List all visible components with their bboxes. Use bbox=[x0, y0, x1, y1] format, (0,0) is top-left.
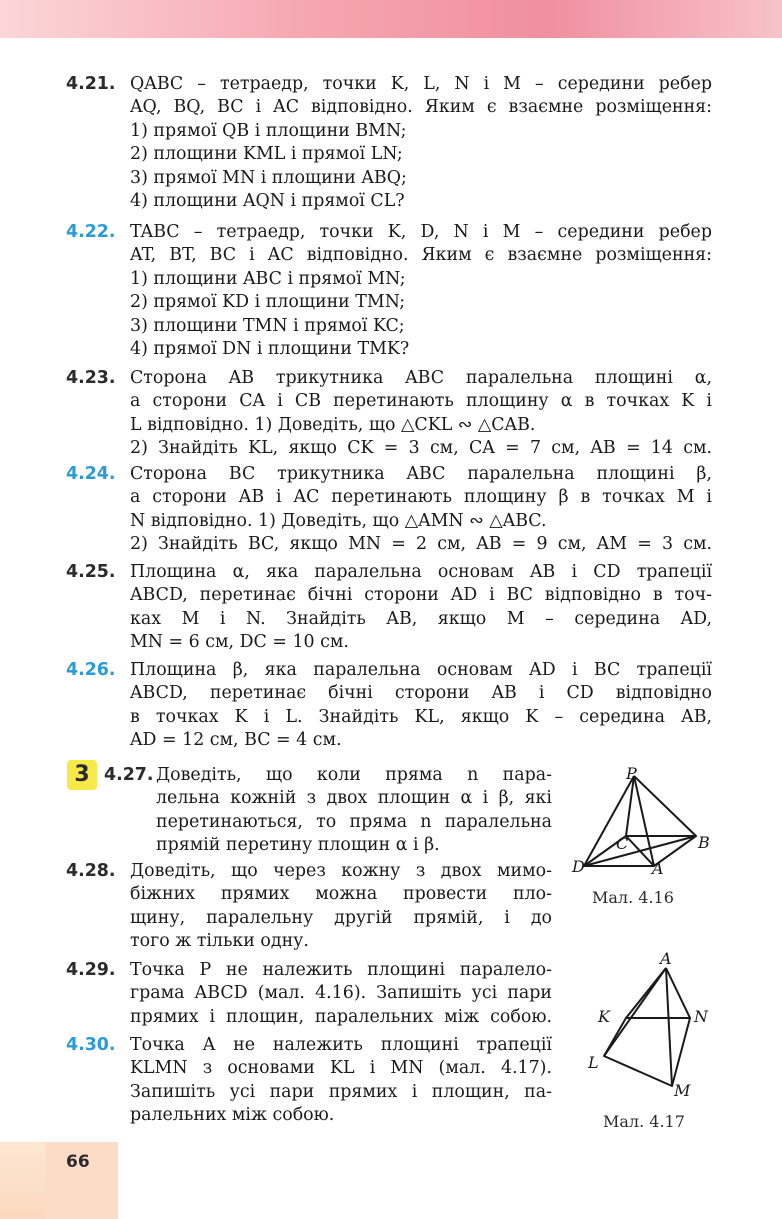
problem-line: AT, BT, BC і AC відповідно. Яким є взаємне розміщення: bbox=[130, 245, 712, 266]
problem-line: Площина α, яка паралельна основам AB і CD трапеції bbox=[130, 562, 712, 582]
problem-4-23 bbox=[66, 367, 712, 461]
problem-4-24 bbox=[66, 463, 712, 557]
problem-line: прямих і площин, паралельних між собою. bbox=[130, 1006, 552, 1027]
figure-4-17-caption: Мал. 4.17 bbox=[603, 1112, 685, 1131]
problem-4-27 bbox=[104, 764, 552, 858]
problem-line: MN = 6 см, DC = 10 см. bbox=[130, 632, 349, 653]
problem-number: 4.24. bbox=[66, 464, 116, 484]
problem-line: 4) прямої DN і площини TMK? bbox=[130, 339, 410, 360]
problem-line: 4) площини AQN і прямої CL? bbox=[130, 191, 405, 212]
problem-line: біжних прямих можна провести пло- bbox=[130, 884, 552, 905]
vertex-label-a: A bbox=[652, 859, 664, 876]
vertex-label-b: B bbox=[698, 833, 710, 852]
vertex-label-c: C bbox=[616, 834, 629, 853]
problem-line: AQ, BQ, BC і AC відповідно. Яким є взаємне розміщення: bbox=[130, 97, 712, 118]
vertex-label-m: M bbox=[674, 1081, 691, 1100]
problem-line: Точка P не належить площині паралело- bbox=[130, 960, 552, 980]
problem-line: L відповідно. 1) Доведіть, що △CKL ∾ △CAB. bbox=[130, 414, 536, 435]
problem-line: Сторона BC трикутника ABC паралельна площині β, bbox=[130, 464, 712, 484]
problem-line: QABC – тетраедр, точки K, L, N і M – середини ребер bbox=[130, 74, 712, 94]
problem-4-30 bbox=[66, 1034, 552, 1128]
problem-line: Доведіть, що коли пряма n пара- bbox=[156, 765, 552, 785]
problem-line: Сторона AB трикутника ABC паралельна площині α, bbox=[130, 368, 712, 388]
problem-4-26 bbox=[66, 659, 712, 753]
problem-number: 4.25. bbox=[66, 562, 116, 582]
vertex-label-k: K bbox=[598, 1007, 610, 1026]
problem-line: прямій перетину площин α і β. bbox=[156, 835, 440, 856]
problem-4-28 bbox=[66, 860, 552, 954]
problem-line: ралельних між собою. bbox=[130, 1105, 335, 1126]
problem-line: щину, паралельну другій прямій, і до bbox=[130, 907, 552, 928]
vertex-label-a: A bbox=[660, 950, 672, 968]
vertex-label-l: L bbox=[588, 1053, 599, 1072]
page-number: 66 bbox=[66, 1152, 90, 1172]
problem-number: 4.27. bbox=[104, 765, 154, 785]
problem-line: а сторони AB і AC перетинають площину β в точках M і bbox=[130, 487, 712, 508]
problem-line: 1) площини ABC і прямої MN; bbox=[130, 268, 406, 289]
figure-4-16-caption: Мал. 4.16 bbox=[592, 888, 674, 907]
problem-number: 4.23. bbox=[66, 368, 116, 388]
problem-number: 4.28. bbox=[66, 861, 116, 881]
problem-number: 4.30. bbox=[66, 1035, 116, 1055]
problem-line: AD = 12 см, BC = 4 см. bbox=[130, 730, 342, 751]
vertex-label-d: D bbox=[572, 857, 585, 876]
problem-line: перетинаються, то пряма n паралельна bbox=[156, 811, 552, 832]
problem-number: 4.21. bbox=[66, 74, 116, 94]
problem-4-25 bbox=[66, 561, 712, 655]
problem-line: ABCD, перетинає бічні сторони AD і BC відповідно в точ- bbox=[130, 585, 712, 606]
problem-line: KLMN з основами KL і MN (мал. 4.17). bbox=[130, 1058, 552, 1079]
problem-line: TABC – тетраедр, точки K, D, N і M – середини ребер bbox=[130, 222, 712, 242]
problem-line: 3) прямої MN і площини ABQ; bbox=[130, 167, 407, 188]
problem-line: 2) Знайдіть KL, якщо CK = 3 см, CA = 7 см, AB = 14 см. bbox=[130, 438, 712, 459]
problem-line: Запишіть усі пари прямих і площин, па- bbox=[130, 1081, 552, 1102]
problem-line: 2) площини KML і прямої LN; bbox=[130, 144, 403, 165]
problem-line: ABCD, перетинає бічні сторони AB і CD відповідно bbox=[130, 683, 712, 704]
problem-line: в точках K і L. Знайдіть KL, якщо K – середина AB, bbox=[130, 706, 712, 727]
problem-line: ках M і N. Знайдіть AB, якщо M – середина AD, bbox=[130, 608, 712, 629]
figure-4-17-pyramid bbox=[584, 950, 716, 1100]
problem-line: N відповідно. 1) Доведіть, що △AMN ∾ △ABC. bbox=[130, 510, 547, 531]
vertex-label-n: N bbox=[694, 1007, 708, 1026]
problem-line: 1) прямої QB і площини BMN; bbox=[130, 120, 407, 141]
problem-number: 4.22. bbox=[66, 222, 116, 242]
problem-4-21 bbox=[66, 73, 712, 213]
difficulty-level-badge: 3 bbox=[67, 760, 97, 790]
problem-line: лельна кожній з двох площин α і β, які bbox=[156, 788, 552, 809]
problem-line: Доведіть, що через кожну з двох мимо- bbox=[130, 861, 552, 881]
problem-line: Точка A не належить площині трапеції bbox=[130, 1035, 552, 1055]
problem-4-29 bbox=[66, 959, 552, 1029]
problem-line: грама ABCD (мал. 4.16). Запишіть усі пари bbox=[130, 983, 552, 1004]
vertex-label-p: P bbox=[626, 764, 637, 783]
problem-4-22 bbox=[66, 221, 712, 361]
figure-4-16-pyramid bbox=[568, 764, 718, 876]
problem-line: того ж тільки одну. bbox=[130, 931, 309, 952]
problem-number: 4.26. bbox=[66, 660, 116, 680]
problem-line: 2) Знайдіть BC, якщо MN = 2 см, AB = 9 см, AM = 3 см. bbox=[130, 534, 712, 555]
problem-line: 3) площини TMN і прямої KC; bbox=[130, 315, 405, 336]
problem-line: а сторони CA і CB перетинають площину α в точках K і bbox=[130, 391, 712, 412]
problem-line: 2) прямої KD і площини TMN; bbox=[130, 292, 406, 313]
problem-number: 4.29. bbox=[66, 960, 116, 980]
problem-line: Площина β, яка паралельна основам AD і BC трапеції bbox=[130, 660, 712, 680]
